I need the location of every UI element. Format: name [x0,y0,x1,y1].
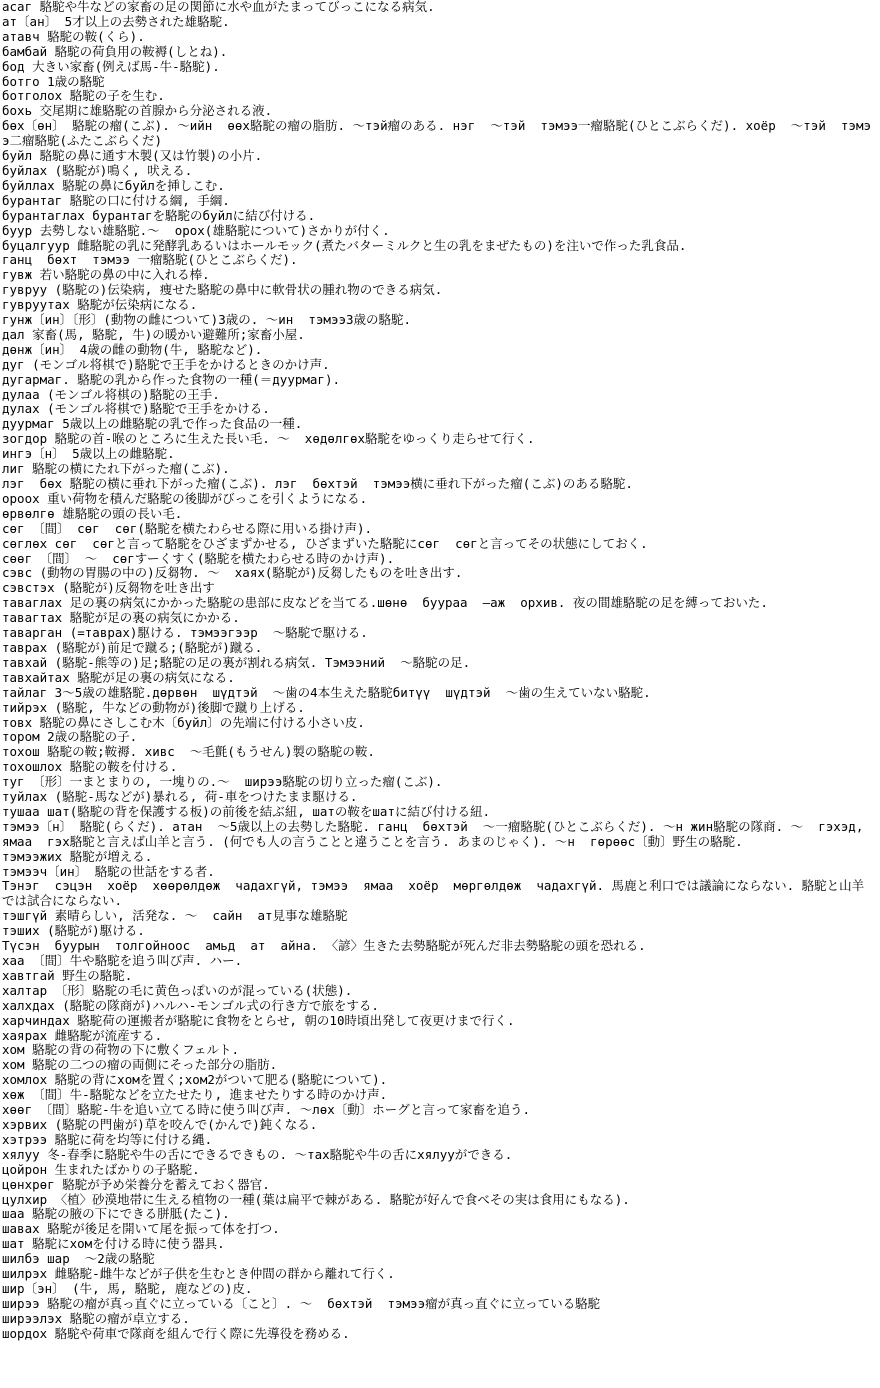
dictionary-entry: тайлаг 3～5歳の雄駱駝.дөрвөн шүдтэй ～歯の4本生えた駱駝битүү шүдтэй ～歯の生えていない駱駝. [2,684,651,700]
dictionary-entry: лэг бөх 駱駝の横に垂れ下がった瘤(こぶ). лэг бөхтэй тэмээ横に垂れ下がった瘤(こぶ)のある駱駝. [2,476,633,491]
dictionary-entry: буйллах 駱駝の鼻にбуйлを挿しこむ. [2,177,225,193]
dictionary-entry: гувж 若い駱駝の鼻の中に入れる棒. [2,267,210,283]
dictionary-entry: тийрэх (駱駝, 牛などの動物が)後脚で蹴り上げる. [2,699,305,715]
dictionary-entry: сэвстэх (駱駝が)反芻物を吐き出す [2,580,215,596]
dictionary-entry: тавхай (駱駝‐熊等の)足;駱駝の足の裏が割れる病気. Тэмээний ～駱駝の足. [2,654,471,670]
dictionary-entry: асаг 駱駝や牛などの家畜の足の関節に水や血がたまってびっこになる病気. [2,0,435,14]
dictionary-entry: ороох 重い荷物を積んだ駱駝の後脚がびっこを引くようになる. [2,490,368,506]
dictionary-entry: ат〔ан〕 5才以上の去勢された雄駱駝. [2,13,230,29]
dictionary-entry: таврах (駱駝が)前足で蹴る;(駱駝が)蹴る. [2,639,263,655]
dictionary-entry: шавах 駱駝が後足を開いて尾を振って体を打つ. [2,1221,280,1237]
dictionary-entry: хөж 〔間〕牛‐駱駝などを立たせたり, 進ませたりする時のかけ声. [2,1087,388,1103]
dictionary-entry: цойрон 生まれたばかりの子駱駝. [2,1161,200,1177]
dictionary-entry: цөнхрөг 駱駝が予め栄養分を蓄えておく器官. [2,1176,270,1192]
dictionary-entry: шилбэ шар ～2歳の駱駝 [2,1251,155,1267]
dictionary-entry: хэрвих (駱駝の門歯が)草を咬んで(かんで)鈍くなる. [2,1116,318,1132]
dictionary-entry: шат 駱駝にхомを付ける時に使う器具. [2,1236,225,1252]
dictionary-entry: халхдах (駱駝の隊商が)ハルハ‐モンゴル式の行き方で旅をする. [2,997,379,1013]
dictionary-entry: буйлах (駱駝が)鳴く, 吠える. [2,162,193,178]
dictionary-entry: дулаа (モンゴル将棋の)駱駝の王手. [2,386,220,402]
dictionary-entry: хэтрээ 駱駝に荷を均等に付ける縄. [2,1131,213,1147]
dictionary-entry: сөөг 〔間〕 ～ сөгすーくすく(駱駝を横たわらせる時のかけ声). [2,550,395,566]
dictionary-entry: хаа 〔間〕牛や駱駝を追う叫び声. ハー. [2,953,243,968]
dictionary-entry: зогдор 駱駝の首‐喉のところに生えた長い毛. ～ хөдөлгөх駱駝をゆっくり走らせて行く. [2,431,535,447]
dictionary-entry: харчиндах 駱駝荷の運搬者が駱駝に食物をとらせ, 朝の10時頃出発して夜更けまで行く. [2,1012,515,1028]
dictionary-entry: туг 〔形〕一まとまりの, 一塊りの.～ ширээ駱駝の切り立った瘤(こぶ). [2,774,443,790]
dictionary-entry: хомлох 駱駝の背にхомを置く;хом2がついて肥る(駱駝について). [2,1072,388,1088]
dictionary-entry: шилрэх 雌駱駝‐雌牛などが子供を生むとき仲間の群から離れて行く. [2,1266,395,1282]
dictionary-entry: халтар 〔形〕駱駝の毛に黄色っぽいのが混っている(状態). [2,982,353,998]
dictionary-entry: бохь 交尾期に雄駱駝の首腺から分泌される液. [2,103,273,119]
dictionary-entry: дал 家畜(馬, 駱駝, 牛)の暖かい避難所;家畜小屋. [2,326,305,342]
dictionary-entry: тэшгүй 素晴らしい, 活発な. ～ сайн ат見事な雄駱駝 [2,908,348,924]
dictionary-entry: ганц бөхт тэмээ 一瘤駱駝(ひとこぶらくだ). [2,252,298,268]
dictionary-entry: дугармаг. 駱駝の乳から作った食物の一種(＝дуурмаг). [2,371,341,387]
dictionary-entry: шордох 駱駝や荷車で隊商を組んで行く際に先導役を務める. [2,1325,350,1341]
dictionary-entry: бамбай 駱駝の荷負用の鞍褥(しとね). [2,43,228,59]
dictionary-entry: тушаа шат(駱駝の背を保護する板)の前後を結ぶ紐, шатの鞍をшатに結び付ける紐. [2,803,491,819]
dictionary-entry: ширээлэх 駱駝の瘤が卓立する. [2,1310,190,1326]
dictionary-entry: тэмээ〔н〕 駱駝(らくだ). атан ～5歳以上の去勢した駱駝. ганц бөхтэй ～一瘤駱駝(ひとこぶらくだ). ～н жин駱駝の隊商. ～ гэхэд, ямаа гэх駱駝と言えば山羊と言う. (何でも人の言うことと違うことを言う. あまのじゃく). ～н гөрөөс〔動〕野生の駱駝. [2,818,871,849]
dictionary-entry: буцалгуур 雌駱駝の乳に発酵乳あるいはホールモック(煮たバターミルクと生の乳をまぜたもの)を注いで作った乳食品. [2,237,687,253]
dictionary-entry: хом 駱駝の二つの瘤の両側にそった部分の脂肪. [2,1057,278,1073]
dictionary-entry: гувруутах 駱駝が伝染病になる. [2,297,198,313]
dictionary-entry: бөх〔өн〕 駱駝の瘤(こぶ). ～ийн өөх駱駝の瘤の脂肪. ～тэй瘤のある. нэг ～тэй тэмээ一瘤駱駝(ひとこぶらくだ). хоёр ～тэй тэмээ二瘤駱駝(ふたこぶらくだ) [2,118,872,149]
dictionary-entry: бод 大きい家畜(例えば馬‐牛‐駱駝). [2,58,220,74]
dictionary-entry: ботголох 駱駝の子を生む. [2,88,165,104]
dictionary-entry: хавтгай 野生の駱駝. [2,967,133,983]
dictionary-entry: сөг 〔間〕 сөг сөг(駱駝を横たわらせる際に用いる掛け声). [2,520,373,536]
dictionary-entry: гувруу (駱駝の)伝染病, 痩せた駱駝の鼻中に軟骨状の腫れ物のできる病気. [2,282,443,298]
dictionary-entry: цулхир 〈植〉砂漠地帯に生える植物の一種(葉は扁平で棘がある. 駱駝が好んで食べその実は食用にもなる). [2,1191,630,1207]
dictionary-entry: тэмээжих 駱駝が増える. [2,848,153,864]
dictionary-entry: бурантаглах бурантагを駱駝のбуйлに結び付ける. [2,207,316,223]
dictionary-entry: тохошлох 駱駝の鞍を付ける. [2,759,178,775]
dictionary-entry: бурантаг 駱駝の口に付ける綱, 手綱. [2,192,230,208]
dictionary-entry: Тэнэг сэцэн хоёр хөөрөлдөж чадахгүй, тэмээ ямаа хоёр мөргөлдөж чадахгүй. 馬鹿と利口では議論にならない. 駱駝と山羊では試合にならない. [2,878,865,909]
dictionary-entry: тохош 駱駝の鞍;鞍褥. хивс ～毛氈(もうせん)製の駱駝の鞍. [2,744,375,760]
dictionary-entry: сөглөх сөг сөгと言って駱駝をひざまずかせる, ひざまずいた駱駝にсөг сөгと言ってその状態にしておく. [2,535,648,551]
dictionary-entry: ингэ〔н〕 5歳以上の雌駱駝. [2,446,175,462]
dictionary-entry: өрвөлгө 雄駱駝の頭の長い毛. [2,505,183,521]
dictionary-entry: шаа 駱駝の腋の下にできる胼胝(たこ). [2,1206,230,1222]
dictionary-entry: тором 2歳の駱駝の子. [2,729,138,745]
dictionary-entry: Түсэн буурын толгойноос амьд ат айна. 〈諺〉生きた去勢駱駝が死んだ非去勢駱駝の頭を恐れる. [2,938,646,954]
dictionary-entry: хаярах 雌駱駝が流産する. [2,1027,163,1043]
dictionary-entry: дулах (モンゴル将棋で)駱駝で王手をかける. [2,401,270,417]
dictionary-entry: шир〔эн〕 (牛, 馬, 駱駝, 鹿などの)皮. [2,1280,253,1296]
dictionary-entry: лиг 駱駝の横にたれ下がった瘤(こぶ). [2,461,230,477]
dictionary-entry: тавхайтах 駱駝が足の裏の病気になる. [2,669,235,685]
dictionary-entry: хом 駱駝の背の荷物の下に敷くフェルト. [2,1042,240,1058]
dictionary-entry: гунж〔ин〕〔形〕(動物の雌について)3歳の. ～ин тэмээ3歳の駱駝. [2,312,412,328]
dictionary-entry: товх 駱駝の鼻にさしこむ木〔буйл〕の先端に付ける小さい皮. [2,714,365,730]
dictionary-entry: таваглах 足の裏の病気にかかった駱駝の患部に皮などを当てる.шөнө буураа ―аж орхив. 夜の間雄駱駝の足を縛っておいた. [2,595,768,611]
dictionary-entry: ширээ 駱駝の瘤が真っ直ぐに立っている〔こと〕. ～ бөхтэй тэмээ瘤が真っ直ぐに立っている駱駝 [2,1295,601,1311]
dictionary-entry: буур 去勢しない雄駱駝.～ орох(雄駱駝について)さかりが付く. [2,222,390,238]
dictionary-entry: дөнж〔ин〕 4歳の雌の動物(牛, 駱駝など). [2,341,263,357]
dictionary-entry: хялуу 冬‐春季に駱駝や牛の舌にできるできもの. ～тах駱駝や牛の舌にхялууができる. [2,1146,513,1162]
dictionary-entry: тэмээч〔ин〕 駱駝の世話をする者. [2,863,215,879]
dictionary-entry: ботго 1歳の駱駝 [2,73,105,89]
dictionary-entry: таварган (=таврах)駆ける. тэмээгээр ～駱駝で駆ける. [2,625,368,641]
dictionary-entry: тавагтах 駱駝が足の裏の病気にかかる. [2,610,240,626]
dictionary-entry: туйлах (駱駝‐馬などが)暴れる, 荷‐車をつけたまま駆ける. [2,789,358,805]
dictionary-entry: тэших (駱駝が)駆ける. [2,923,145,939]
dictionary-entry: сэвс (動物の胃腸の中の)反芻物. ～ хаях(駱駝が)反芻したものを吐き出す. [2,565,463,581]
dictionary-entry: дуг (モンゴル将棋で)駱駝で王手をかけるときのかけ声. [2,356,330,372]
dictionary-entry: буйл 駱駝の鼻に通す木製(又は竹製)の小片. [2,148,263,164]
dictionary-entry: атавч 駱駝の鞍(くら). [2,28,145,44]
dictionary-entry: хөөг 〔間〕駱駝‐牛を追い立てる時に使う叫び声. ～лөх〔動〕ホーグと言って家畜を追う. [2,1102,531,1118]
dictionary-entry: дуурмаг 5歳以上の雌駱駝の乳で作った食品の一種. [2,416,303,432]
